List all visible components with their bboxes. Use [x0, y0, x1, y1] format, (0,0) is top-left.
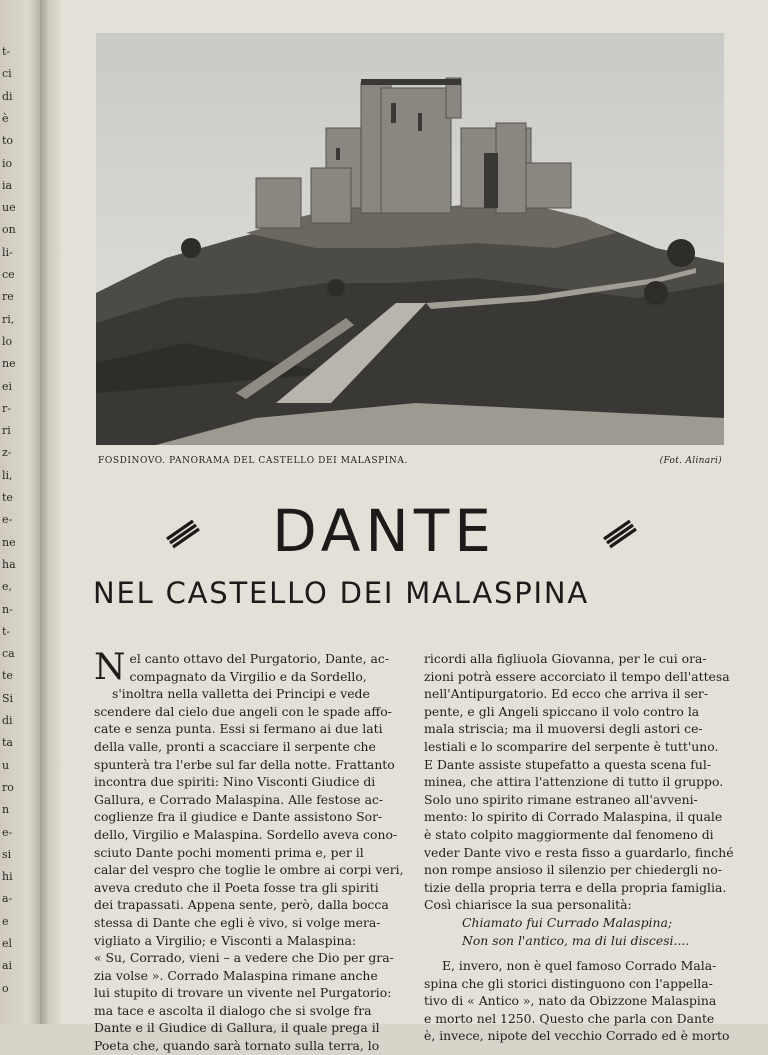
text-line: s'inoltra nella valletta dei Principi e vede [112, 686, 370, 702]
left-page-fragment: te [2, 491, 13, 504]
text-line: è stato colpito maggiormente dal fenomeno di [424, 826, 714, 842]
article-column-1 [94, 647, 412, 1055]
left-page-fragment: di [2, 89, 13, 103]
left-page-fragment: ne [2, 357, 16, 371]
left-page-fragment: r- [2, 401, 11, 415]
text-line: e morto nel 1250. Questo che parla con Dante [424, 1010, 715, 1026]
text-line: stessa di Dante che egli è vivo, si volge mera- [94, 914, 381, 930]
castle-photo [96, 33, 724, 445]
text-line: tizie della propria terra e della propria famiglia. [424, 879, 727, 895]
text-line: ricordi alla figliuola Giovanna, per le cui ora- [424, 651, 707, 666]
text-line: spunterà tra l'erbe sul far della notte. Frattanto [94, 756, 395, 772]
left-page-fragment: hi [2, 870, 13, 884]
text-line: Poeta che, quando sarà tornato sulla terra, lo [94, 1038, 380, 1054]
verse-line: Non son l'antico, ma di lui discesi.... [462, 932, 690, 948]
text-line: pente, e gli Angeli spiccano il volo contro la [424, 703, 700, 719]
left-page-fragment: di [2, 714, 13, 727]
left-page-fragment: e [2, 914, 9, 928]
left-page-fragment: to [2, 134, 14, 148]
article-column-2 [424, 650, 742, 1045]
left-page-fragment: n- [2, 602, 13, 616]
left-page-fragment: ne [2, 535, 16, 549]
left-page-fragment: li- [2, 245, 13, 259]
left-page-fragment: Si [2, 691, 14, 705]
left-page-fragment: o [2, 981, 9, 995]
photo-credit: (Fot. Alinari) [659, 456, 722, 466]
text-line: Gallura, e Corrado Malaspina. Alle festose ac- [94, 791, 384, 807]
left-page-fragment: ei [2, 379, 13, 393]
text-line: sciuto Dante pochi momenti prima e, per il [94, 844, 364, 860]
left-page-fragment: n [2, 803, 10, 817]
left-page-fragment: u [2, 758, 10, 772]
left-page-fragment: li, [2, 468, 13, 482]
text-line: incontra due spiriti: Nino Visconti Giudice di [94, 774, 376, 790]
left-page-fragment: ci [2, 67, 12, 81]
text-line: vigliato a Virgilio; e Visconti a Malaspina: [94, 932, 357, 948]
text-line: lestiali e lo scomparire del serpente è tutt'uno. [424, 738, 719, 754]
left-page-fragment: e- [2, 513, 13, 527]
text-line: dello, Virgilio e Malaspina. Sordello aveva cono- [94, 826, 398, 842]
left-page-fragment: t- [2, 45, 11, 58]
left-page-fragment: ha [2, 557, 16, 571]
text-line: nell'Antipurgatorio. Ed ecco che arriva il ser- [424, 686, 709, 702]
text-line: spina che gli storici distinguono con l'appella- [424, 975, 713, 991]
text-line: lui stupito di trovare un vivente nel Purgatorio: [94, 985, 392, 1001]
text-line: dei trapassati. Appena sente, però, dalla bocca [94, 897, 389, 913]
left-page-fragment: lo [2, 334, 13, 348]
text-line: E Dante assiste stupefatto a questa scena ful- [424, 756, 712, 772]
text-line: compagnato da Virgilio e da Sordello, [129, 668, 367, 684]
text-line: zia volse ». Corrado Malaspina rimane anche [94, 967, 378, 983]
photo-caption: FOSDINOVO. PANORAMA DEL CASTELLO DEI MALASPINA. [98, 456, 408, 466]
left-page-fragment: ro [2, 780, 14, 794]
text-line: è, invece, nipote del vecchio Corrado ed è morto [424, 1028, 730, 1044]
left-page-fragment: ia [2, 178, 13, 192]
text-line: zioni potrà essere accorciato il tempo dell'attesa [424, 668, 730, 684]
left-page-fragment: z- [2, 446, 12, 460]
left-page-fragment: t- [2, 624, 11, 638]
drop-cap: N [94, 647, 126, 688]
text-line: cate e senza punta. Essi si fermano ai due lati [94, 721, 383, 737]
left-page-fragment: te [2, 669, 13, 683]
left-page-fragment: si [2, 847, 12, 861]
text-line: non rompe ansioso il silenzio per chiedergli no- [424, 862, 722, 878]
text-line: coglienze fra il giudice e Dante assistono Sor- [94, 809, 383, 825]
left-page-fragment: ce [2, 268, 15, 281]
left-page-fragment: è [2, 111, 9, 125]
article-subtitle: NEL CASTELLO DEI MALASPINA [93, 576, 589, 610]
text-line: ma tace e ascolta il dialogo che si svolge fra [94, 1002, 372, 1018]
text-line: mala striscia; ma il muoversi degli astori ce- [424, 721, 703, 737]
text-line: minea, che attira l'attenzione di tutto il gruppo. [424, 774, 724, 790]
text-line: scendere dal cielo due angeli con le spade affo- [94, 703, 392, 719]
text-line: tivo di « Antico », nato da Obizzone Malaspina [424, 993, 717, 1009]
left-page-fragment: ri, [2, 312, 15, 326]
left-page-fragment: io [2, 156, 13, 170]
verse-line: Chiamato fui Currado Malaspina; [462, 914, 673, 930]
left-page-fragment: a- [2, 892, 13, 906]
text-line: della valle, pronti a scacciare il serpente che [94, 738, 376, 754]
left-page-fragment: ue [2, 201, 16, 215]
text-line: E, invero, non è quel famoso Corrado Mala- [442, 958, 717, 974]
text-line: calar del vespro che toglie le ombre ai corpi veri, [94, 862, 404, 878]
text-line: veder Dante vivo e resta fisso a guardarlo, finché [424, 844, 734, 860]
text-line: aveva creduto che il Poeta fosse tra gli spiriti [94, 879, 379, 895]
text-line: « Su, Corrado, vieni – a vedere che Dio per gra- [94, 950, 394, 966]
left-page-fragment: ri [2, 424, 11, 438]
article-title: DANTE [272, 497, 496, 565]
left-page-fragment: el [2, 937, 13, 950]
left-page-fragment: ca [2, 647, 15, 661]
text-line: Dante e il Giudice di Gallura, il quale prega il [94, 1020, 380, 1036]
text-line: Solo uno spirito rimane estraneo all'avveni- [424, 791, 698, 807]
left-page-fragment: ta [2, 736, 13, 750]
left-page-fragment: re [2, 290, 14, 304]
text-line: el canto ottavo del Purgatorio, Dante, ac- [129, 651, 390, 666]
text-line: Così chiarisce la sua personalità: [424, 897, 632, 913]
left-page-fragment: ai [2, 959, 13, 973]
left-page-fragment: e- [2, 825, 13, 839]
left-page-fragment: on [2, 223, 16, 237]
left-page-fragment: e, [2, 580, 13, 594]
text-line: mento: lo spirito di Corrado Malaspina, il quale [424, 809, 723, 825]
